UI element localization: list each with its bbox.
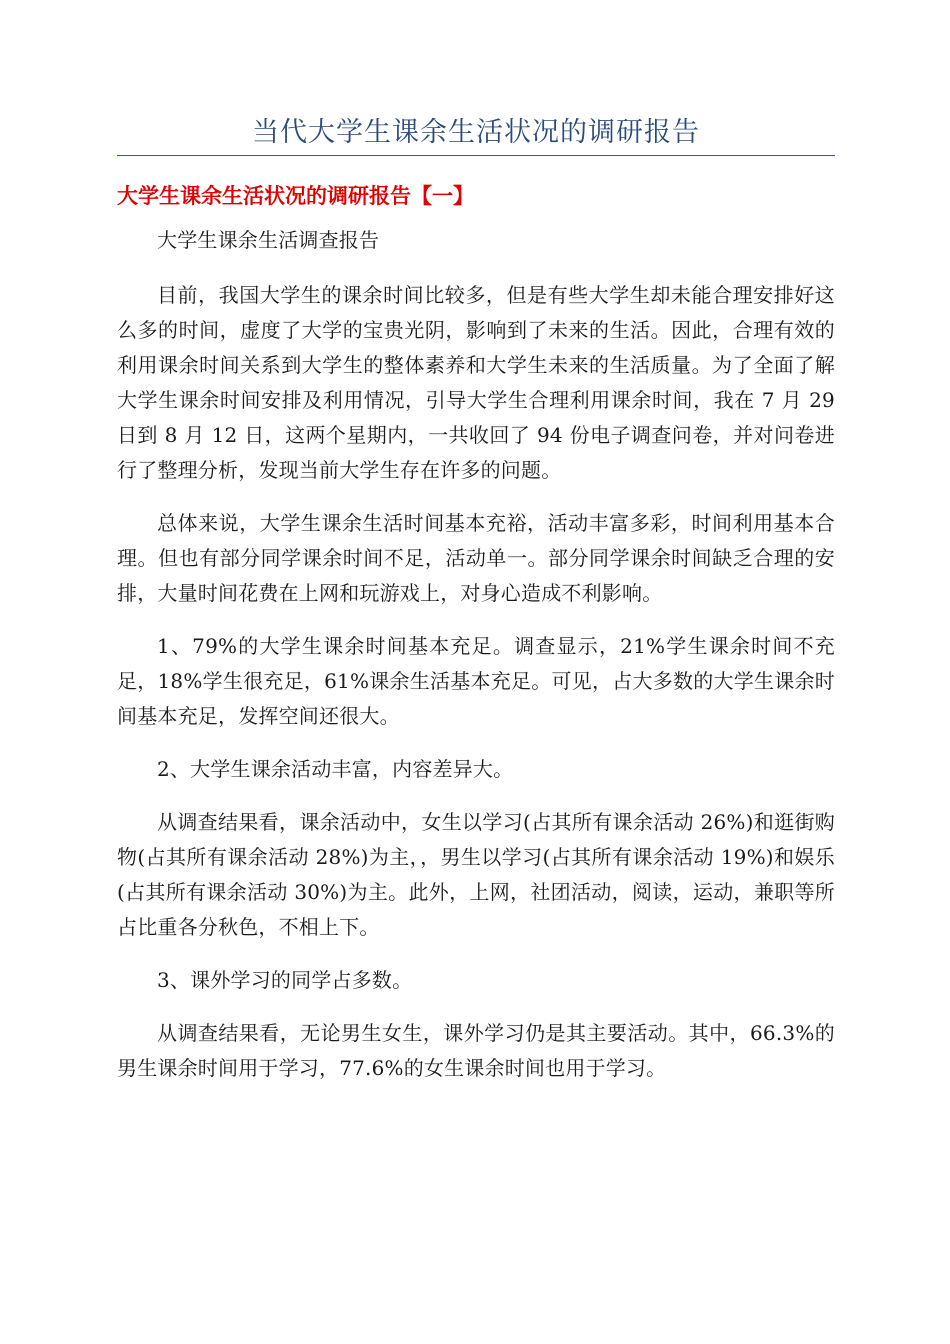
document-page <box>117 0 835 1344</box>
document-body <box>117 223 835 1104</box>
section-heading: 大学生课余生活状况的调研报告【一】 <box>117 184 474 208</box>
paragraph-finding-3-heading: 3、课外学习的同学占多数。 <box>157 968 413 992</box>
title-underline-divider <box>117 155 835 156</box>
report-subtitle: 大学生课余生活调查报告 <box>157 228 380 252</box>
document-title: 当代大学生课余生活状况的调研报告 <box>252 117 700 148</box>
paragraph-finding-2-heading: 2、大学生课余活动丰富，内容差异大。 <box>157 757 514 781</box>
paragraph-finding-3-detail: 从调查结果看，无论男生女生，课外学习仍是其主要活动。其中，66.3%的男生课余时间用于学习，77.6%的女生课余时间也用于学习。 <box>117 1021 835 1080</box>
paragraph-finding-2-detail: 从调查结果看，课余活动中，女生以学习(占其所有课余活动 26%)和逛街购物(占其所有课余活动 28%)为主，，男生以学习(占其所有课余活动 19%)和娱乐(占其所有课余活动 30%)为主。此外，上网，社团活动，阅读，运动，兼职等所占比重各分秋色，不相上下。 <box>117 810 835 939</box>
paragraph-overview: 总体来说，大学生课余生活时间基本充裕，活动丰富多彩，时间利用基本合理。但也有部分同学课余时间不足，活动单一。部分同学课余时间缺乏合理的安排，大量时间花费在上网和玩游戏上，对身心造成不利影响。 <box>117 511 835 605</box>
paragraph-finding-1: 1、79%的大学生课余时间基本充足。调查显示，21%学生课余时间不充足，18%学生很充足，61%课余生活基本充足。可见，占大多数的大学生课余时间基本充足，发挥空间还很大。 <box>117 634 835 728</box>
paragraph-intro: 目前，我国大学生的课余时间比较多，但是有些大学生却未能合理安排好这么多的时间，虚度了大学的宝贵光阴，影响到了未来的生活。因此，合理有效的利用课余时间关系到大学生的整体素养和大学生未来的生活质量。为了全面了解大学生课余时间安排及利用情况，引导大学生合理利用课余时间，我在 7 月 29 日到 8 月 12 日，这两个星期内，一共收回了 94 份电子调查问卷，并对问卷进行了整理分析，发现当前大学生存在许多的问题。 <box>117 283 835 482</box>
